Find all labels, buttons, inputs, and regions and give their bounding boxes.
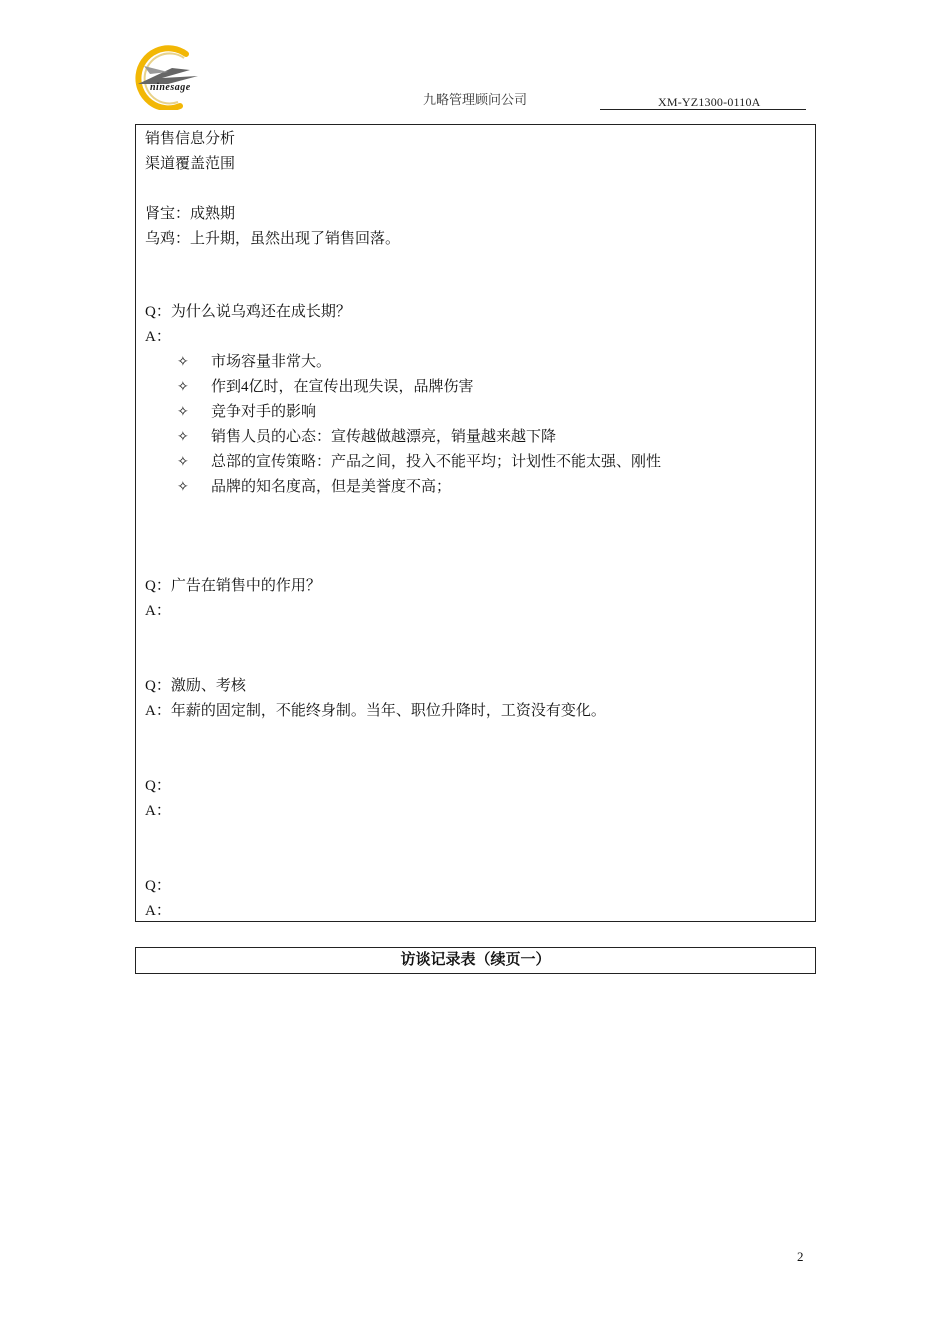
- sub-heading: 渠道覆盖范围: [145, 156, 236, 172]
- diamond-bullet-icon: ✧: [177, 454, 189, 470]
- bullet-item: ✧ 总部的宣传策略：产品之间，投入不能平均；计划性不能太强、刚性: [177, 454, 662, 470]
- question: Q：: [145, 778, 171, 794]
- bullet-item: ✧ 作到4亿时，在宣传出现失误，品牌伤害: [177, 379, 474, 395]
- header-rule: [600, 109, 806, 110]
- diamond-bullet-icon: ✧: [177, 479, 189, 495]
- question: Q：: [145, 878, 171, 894]
- page-number: 2: [797, 1249, 804, 1264]
- diamond-bullet-icon: ✧: [177, 404, 189, 420]
- company-name: 九略管理顾问公司: [422, 92, 527, 107]
- bullet-item: ✧ 市场容量非常大。: [177, 354, 332, 370]
- section-heading: 销售信息分析: [145, 131, 236, 147]
- answer: A：年薪的固定制，不能终身制。当年、职位升降时，工资没有变化。: [145, 703, 606, 719]
- diamond-bullet-icon: ✧: [177, 354, 189, 370]
- answer: A：: [145, 803, 171, 819]
- product-stage-line: 乌鸡：上升期，虽然出现了销售回落。: [145, 231, 401, 247]
- document-code: XM-YZ1300-0110A: [658, 95, 761, 109]
- diamond-bullet-icon: ✧: [177, 379, 189, 395]
- bullet-item: ✧ 销售人员的心态：宣传越做越漂亮，销量越来越下降: [177, 429, 557, 445]
- diamond-bullet-icon: ✧: [177, 429, 189, 445]
- answer: A：: [145, 603, 171, 619]
- question: Q：广告在销售中的作用？: [145, 578, 321, 594]
- interview-record-box: [135, 124, 816, 922]
- bullet-item: ✧ 竞争对手的影响: [177, 404, 317, 420]
- answer: A：: [145, 903, 171, 919]
- bullet-item: ✧ 品牌的知名度高，但是美誉度不高；: [177, 479, 452, 495]
- continuation-title: 访谈记录表（续页一）: [135, 947, 816, 974]
- product-stage-line: 肾宝：成熟期: [145, 206, 236, 222]
- question: Q：为什么说乌鸡还在成长期？: [145, 304, 351, 320]
- logo-text: ninesage: [150, 82, 191, 93]
- question: Q：激励、考核: [145, 678, 246, 694]
- answer: A：: [145, 329, 171, 345]
